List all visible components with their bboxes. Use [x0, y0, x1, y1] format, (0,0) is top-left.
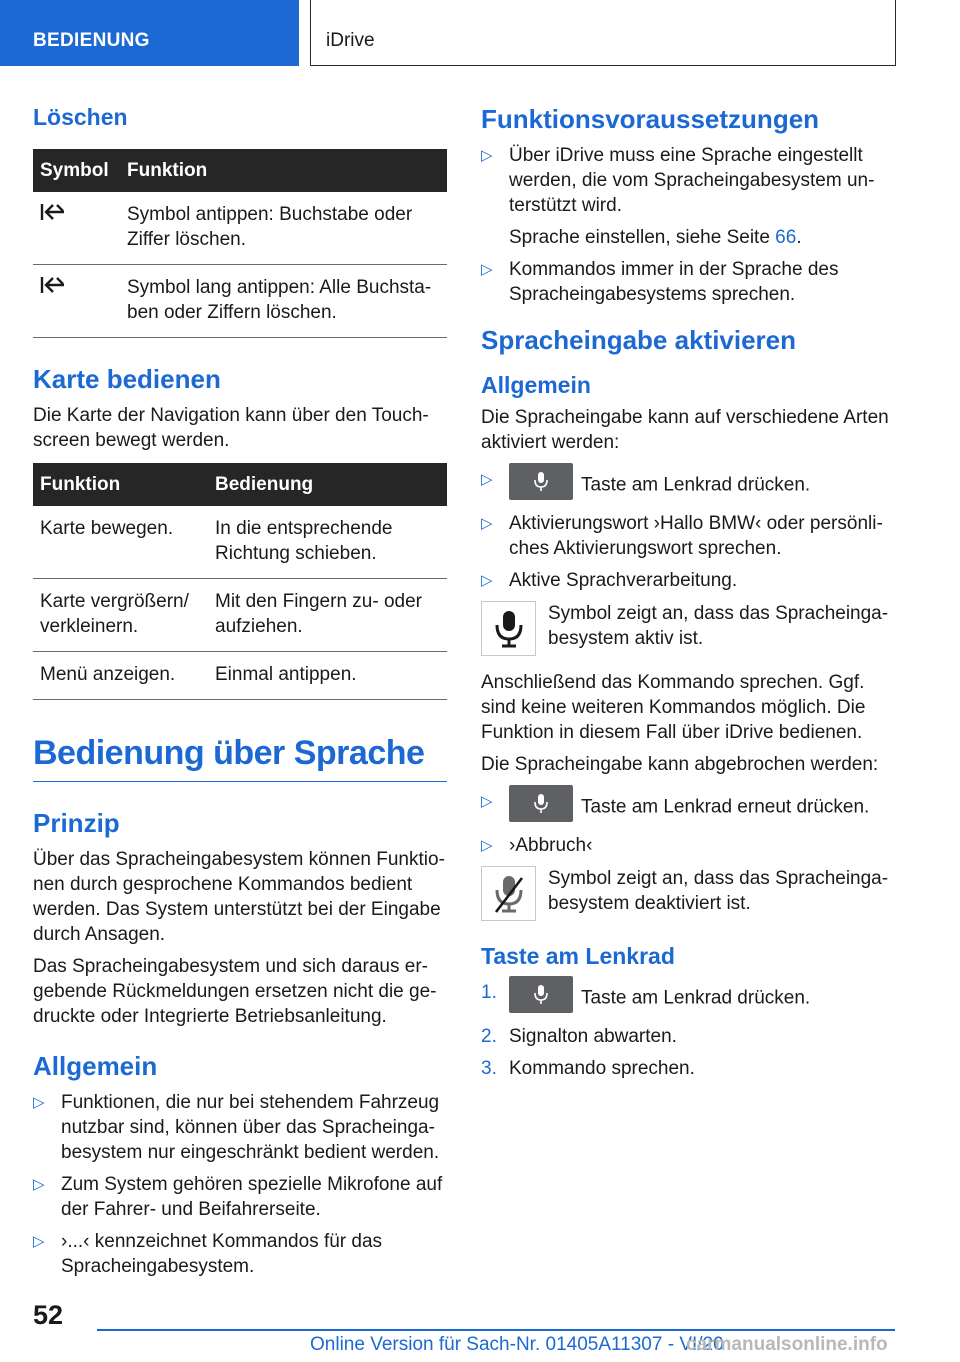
sprache-heading: Bedienung über Sprache — [33, 734, 447, 782]
col-header-bedienung: Bedienung — [208, 463, 447, 506]
loeschen-heading: Löschen — [33, 104, 128, 130]
bullet-triangle-icon: ▷ — [481, 147, 493, 164]
list-item: ▷ Über iDrive muss eine Sprache eingestellt werden, die vom Spracheingabesystem un-terstützt wird. Sprache einstellen, siehe Seite 66. — [481, 143, 891, 250]
symbol-active-text: Symbol zeigt an, dass das Spracheinga-besystem aktiv ist. — [548, 603, 889, 649]
aktivieren-after-paragraph: Anschließend das Kommando sprechen. Ggf. sind keine weiteren Kommandos möglich. Die Funktion in diesem Fall über iDrive bedienen. — [481, 672, 866, 743]
list-item: ▷ Kommandos immer in der Sprache des Spracheingabesystems sprechen. — [481, 259, 839, 305]
watermark: carmanualsonline.info — [686, 1334, 888, 1355]
list-item: ▷ Taste am Lenkrad erneut drücken. — [481, 789, 891, 826]
allgemein-heading: Allgemein — [33, 1051, 158, 1081]
funktion-cell: Menü anzeigen. — [33, 652, 208, 700]
aktivieren-list — [481, 467, 891, 593]
list-item: ▷ Funktionen, die nur bei stehendem Fahrzeug nutzbar sind, können über das Spracheinga-besystem nur eingeschränkt bedient werden. — [33, 1092, 440, 1163]
bullet-triangle-icon: ▷ — [481, 471, 493, 488]
backspace-icon — [40, 275, 66, 295]
microphone-active-icon — [481, 601, 536, 656]
page-link[interactable]: 66 — [775, 227, 797, 248]
steering-wheel-voice-button-icon — [509, 785, 573, 822]
section-title: BEDIENUNG — [33, 30, 150, 51]
right-column — [481, 96, 891, 1088]
prinzip-paragraph-2: Das Spracheingabesystem und sich daraus er-gebende Rückmeldungen ersetzen nicht die ge-druckte oder Integrierte Betriebsanleitung. — [33, 956, 437, 1027]
karte-table — [33, 463, 447, 700]
aktivieren-allgemein-heading: Allgemein — [481, 372, 591, 398]
steering-wheel-voice-button-icon — [509, 463, 573, 500]
symbol-cell — [33, 265, 120, 338]
col-header-symbol: Symbol — [33, 149, 120, 192]
table-row — [33, 506, 447, 579]
col-header-funktion: Funktion — [120, 149, 447, 192]
bedienung-cell: Mit den Fingern zu- oder aufziehen. — [208, 579, 447, 652]
step-number: 1. — [481, 982, 497, 1003]
table-header-row — [33, 463, 447, 506]
aktivieren-abort-paragraph: Die Spracheingabe kann abgebrochen werden: — [481, 754, 879, 775]
symbol-active-row — [481, 601, 891, 656]
karte-heading: Karte bedienen — [33, 364, 221, 394]
prinzip-heading: Prinzip — [33, 808, 120, 838]
section-tab — [0, 0, 299, 66]
symbol-inactive-row — [481, 866, 891, 921]
list-item: ▷ ›Abbruch‹ — [481, 835, 593, 856]
microphone-inactive-icon — [481, 866, 536, 921]
table-row — [33, 192, 447, 265]
see-page-note: Sprache einstellen, siehe Seite 66. — [509, 227, 802, 248]
karte-intro: Die Karte der Navigation kann über den Touch-screen bewegt werden. — [33, 405, 429, 451]
list-item: 2. Signalton abwarten. — [481, 1026, 677, 1047]
voraussetzungen-list — [481, 143, 891, 307]
backspace-icon — [40, 202, 66, 222]
bullet-triangle-icon: ▷ — [481, 572, 493, 589]
voraussetzungen-heading: Funktionsvoraussetzungen — [481, 104, 820, 134]
footer-divider — [97, 1329, 895, 1331]
list-item: ▷ Aktivierungswort ›Hallo BMW‹ oder persönli-ches Aktivierungswort sprechen. — [481, 513, 883, 559]
table-row — [33, 579, 447, 652]
bullet-triangle-icon: ▷ — [481, 837, 493, 854]
funktion-cell: Symbol lang antippen: Alle Buchsta-ben oder Ziffern löschen. — [120, 265, 447, 338]
prinzip-paragraph-1: Über das Spracheingabesystem können Funktio-nen durch gesprochene Kommandos bedient werden. Das System unterstützt bei der Eingabe durch Ansagen. — [33, 849, 445, 945]
bullet-triangle-icon: ▷ — [33, 1094, 45, 1111]
list-item: ▷ ›...‹ kennzeichnet Kommandos für das Spracheingabesystem. — [33, 1231, 383, 1277]
left-column — [33, 96, 447, 1286]
loeschen-table — [33, 149, 447, 338]
funktion-cell: Karte vergrößern/ verkleinern. — [33, 579, 208, 652]
table-row — [33, 652, 447, 700]
chapter-tab — [310, 0, 896, 66]
list-item: 3. Kommando sprechen. — [481, 1058, 695, 1079]
bullet-triangle-icon: ▷ — [33, 1176, 45, 1193]
bedienung-cell: Einmal antippen. — [208, 652, 447, 700]
table-row — [33, 265, 447, 338]
symbol-cell — [33, 192, 120, 265]
lenkrad-steps — [481, 980, 891, 1081]
col-header-funktion: Funktion — [33, 463, 208, 506]
funktion-cell: Karte bewegen. — [33, 506, 208, 579]
step-number: 2. — [481, 1026, 497, 1047]
table-header-row — [33, 149, 447, 192]
bullet-triangle-icon: ▷ — [481, 261, 493, 278]
bullet-triangle-icon: ▷ — [481, 515, 493, 532]
list-item: ▷ Taste am Lenkrad drücken. — [481, 467, 891, 504]
list-item: ▷ Zum System gehören spezielle Mikrofone auf der Fahrer- und Beifahrerseite. — [33, 1174, 443, 1220]
allgemein-list — [33, 1090, 447, 1279]
chapter-title: iDrive — [326, 30, 375, 51]
symbol-inactive-text: Symbol zeigt an, dass das Spracheinga-besystem deaktiviert ist. — [548, 868, 889, 914]
funktion-cell: Symbol antippen: Buchstabe oder Ziffer löschen. — [120, 192, 447, 265]
bullet-triangle-icon: ▷ — [33, 1233, 45, 1250]
list-item: ▷ Aktive Sprachverarbeitung. — [481, 570, 738, 591]
footer-version-text: Online Version für Sach-Nr. 01405A11307 - VI/20 — [310, 1334, 724, 1355]
page-number: 52 — [33, 1300, 64, 1330]
lenkrad-heading: Taste am Lenkrad — [481, 943, 675, 969]
aktivieren-intro: Die Spracheingabe kann auf verschiedene Arten aktiviert werden: — [481, 407, 889, 453]
step-number: 3. — [481, 1058, 497, 1079]
list-item: 1. Taste am Lenkrad drücken. — [481, 980, 891, 1017]
abort-list — [481, 789, 891, 858]
bullet-triangle-icon: ▷ — [481, 793, 493, 810]
steering-wheel-voice-button-icon — [509, 976, 573, 1013]
bedienung-cell: In die entsprechende Richtung schieben. — [208, 506, 447, 579]
aktivieren-heading: Spracheingabe aktivieren — [481, 325, 797, 355]
